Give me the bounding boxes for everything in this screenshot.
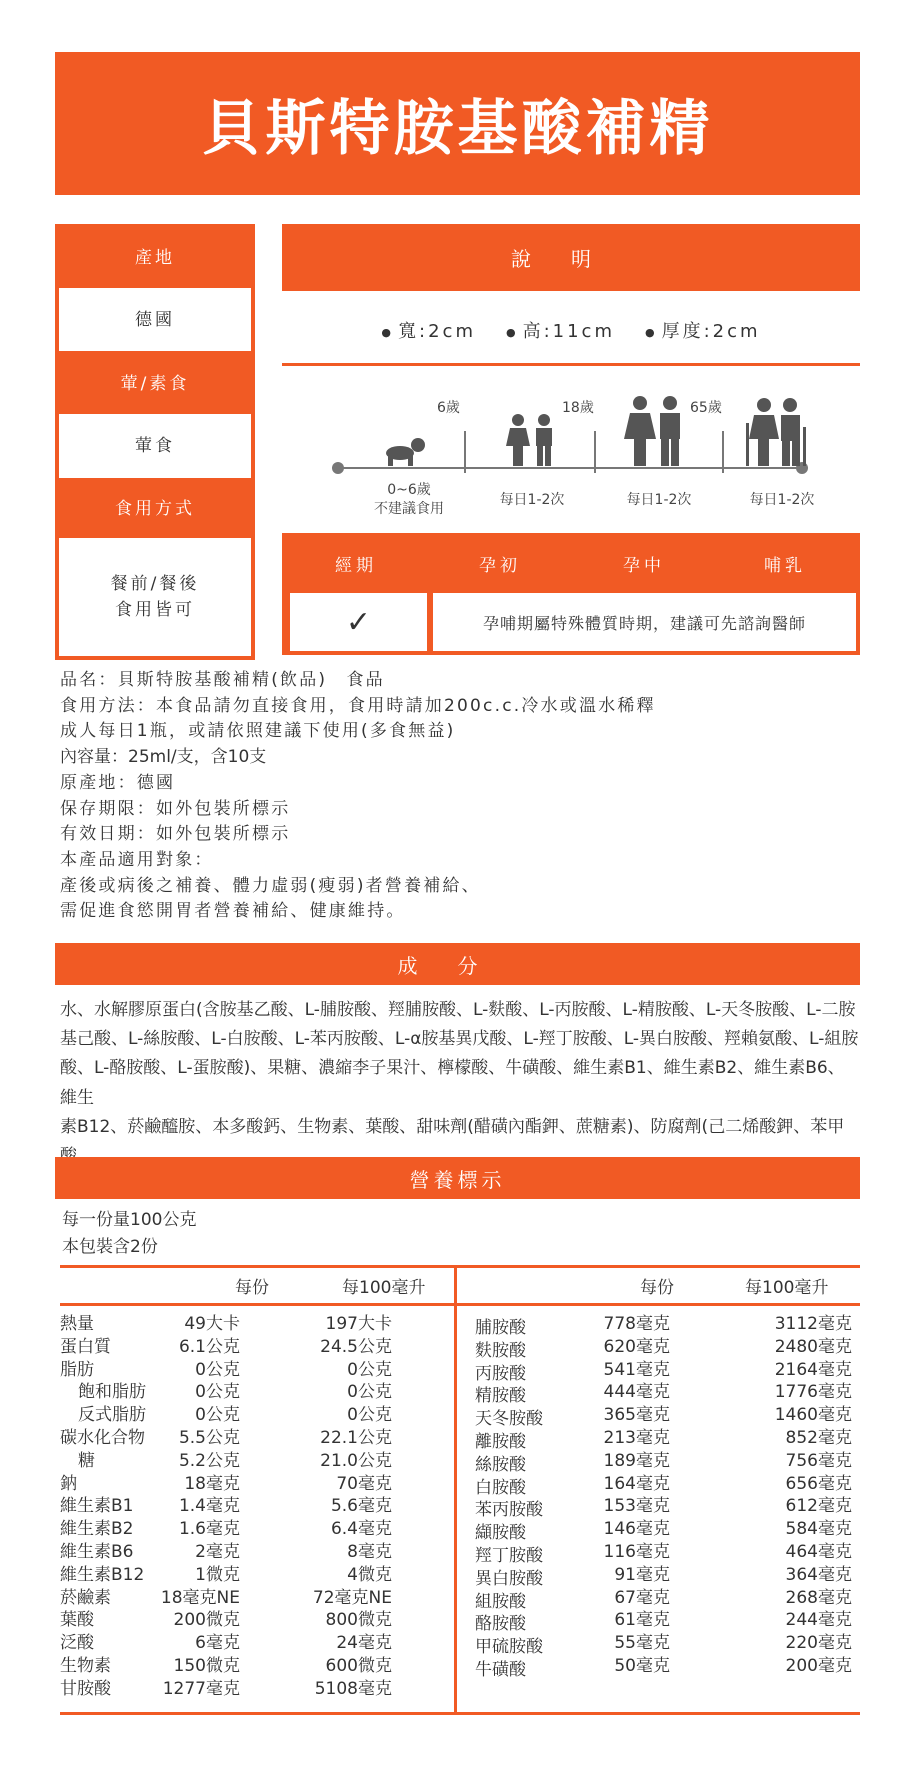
baby-crawling-icon xyxy=(374,437,434,467)
serving-info xyxy=(62,1207,196,1261)
product-attributes-panel xyxy=(55,224,255,660)
thickness-item xyxy=(645,317,761,343)
nutrient-per-100: 0公克 xyxy=(347,1359,392,1380)
col-per-100-right: 每100毫升 xyxy=(745,1278,829,1298)
amino-acid-name: 酪胺酸 xyxy=(475,1614,526,1635)
table-top-rule xyxy=(60,1265,860,1268)
page-title: 貝斯特胺基酸補精 xyxy=(55,52,860,195)
amino-acid-name: 甲硫胺酸 xyxy=(475,1637,543,1658)
group-label-0-6 xyxy=(354,481,464,519)
nutrient-per-serving: 0公克 xyxy=(195,1359,240,1380)
amino-acid-per-serving: 153毫克 xyxy=(603,1496,670,1517)
nutrient-per-serving: 6.1公克 xyxy=(178,1336,240,1357)
nutrient-per-100: 22.1公克 xyxy=(320,1428,392,1448)
servings-per-pack: 本包裝含2份 xyxy=(62,1237,158,1257)
ingredients-line: 酸、L-酪胺酸、L-蛋胺酸)、果糖、濃縮李子果汁、檸檬酸、牛磺酸、維生素B1、維生素B2、維生素B6、維生 xyxy=(60,1058,845,1108)
info-line: 品名：貝斯特胺基酸補精(飲品) 食品 xyxy=(60,670,385,690)
amino-acid-name: 牛磺酸 xyxy=(475,1660,526,1680)
amino-acid-per-100: 3112毫克 xyxy=(774,1314,852,1334)
pregnancy-stage-table xyxy=(282,533,860,655)
table-header-rule xyxy=(60,1303,860,1306)
amino-acid-per-100: 244毫克 xyxy=(785,1610,852,1631)
amino-acid-name: 纈胺酸 xyxy=(475,1523,526,1544)
info-line: 需促進食慾開胃者營養補給、健康維持。 xyxy=(60,901,406,922)
info-line: 原產地：德國 xyxy=(60,772,176,793)
nutrient-per-100: 4微克 xyxy=(347,1564,392,1585)
amino-acid-per-serving: 189毫克 xyxy=(603,1450,670,1471)
nutrient-per-100: 800微克 xyxy=(325,1610,392,1631)
amino-acid-per-100: 656毫克 xyxy=(785,1473,852,1494)
amino-acid-per-100: 612毫克 xyxy=(785,1496,852,1517)
nutrient-name: 甘胺酸 xyxy=(60,1678,111,1699)
amino-acid-per-100: 1460毫克 xyxy=(774,1405,852,1426)
check-mark-icon: ✓ xyxy=(290,593,427,651)
info-line: 內容量：25ml/支，含10支 xyxy=(60,747,267,768)
nutrient-per-100: 21.0公克 xyxy=(320,1450,392,1471)
amino-acid-per-serving: 55毫克 xyxy=(614,1633,670,1654)
amino-acid-per-serving: 164毫克 xyxy=(603,1473,670,1494)
nutrient-per-serving: 5.5公克 xyxy=(178,1428,240,1448)
amino-acid-per-serving: 620毫克 xyxy=(603,1336,670,1357)
nutrient-per-serving: 49大卡 xyxy=(184,1314,240,1334)
nutrient-per-serving: 18毫克NE xyxy=(160,1587,240,1608)
nutrient-per-100: 72毫克NE xyxy=(312,1587,392,1608)
bullet-icon: ● xyxy=(381,325,395,339)
stage-early-pregnancy: 孕初 xyxy=(479,555,521,576)
amino-acid-per-serving: 778毫克 xyxy=(603,1314,670,1334)
nutrient-name: 維生素B12 xyxy=(60,1564,145,1585)
nutrient-name: 碳水化合物 xyxy=(60,1428,145,1448)
amino-acid-name: 組胺酸 xyxy=(475,1591,526,1612)
amino-acid-per-100: 2164毫克 xyxy=(774,1359,852,1380)
nutrient-per-100: 600微克 xyxy=(325,1656,392,1676)
nutrient-name: 菸鹼素 xyxy=(60,1587,111,1608)
nutrient-name: 蛋白質 xyxy=(60,1336,111,1357)
nutrient-name: 維生素B2 xyxy=(60,1519,134,1540)
nutrient-per-serving: 18毫克 xyxy=(184,1473,240,1494)
col-per-100-left: 每100毫升 xyxy=(342,1278,426,1298)
nutrient-name: 脂肪 xyxy=(60,1359,94,1380)
table-bottom-rule xyxy=(60,1712,860,1715)
amino-acid-name: 麩胺酸 xyxy=(475,1340,526,1361)
nutrient-name: 維生素B6 xyxy=(60,1542,134,1562)
origin-value: 德國 xyxy=(59,288,251,351)
usage-label: 食用方式 xyxy=(115,498,195,519)
stage-mid-pregnancy: 孕中 xyxy=(623,555,665,576)
amino-acid-per-100: 364毫克 xyxy=(785,1564,852,1585)
nutrient-per-serving: 0公克 xyxy=(195,1405,240,1426)
age-label-65: 65歲 xyxy=(690,400,722,416)
amino-acid-per-serving: 541毫克 xyxy=(603,1359,670,1380)
width-item xyxy=(381,317,476,343)
info-line: 產後或病後之補養、體力虛弱(瘦弱)者營養補給、 xyxy=(60,875,481,896)
nutrient-name: 反式脂肪 xyxy=(78,1405,146,1426)
group-label-18-65: 每日1-2次 xyxy=(626,492,692,508)
amino-acid-per-100: 200毫克 xyxy=(785,1656,852,1676)
nutrient-per-100: 5108毫克 xyxy=(314,1678,392,1699)
amino-acid-per-100: 1776毫克 xyxy=(774,1382,852,1403)
nutrient-per-100: 70毫克 xyxy=(336,1473,392,1494)
width-text: 寬:2cm xyxy=(398,321,476,342)
group-label-0-6-line1: 0~6歲 xyxy=(387,482,431,498)
ingredients-header: 成分 xyxy=(55,943,860,985)
height-item xyxy=(506,317,615,343)
group-label-0-6-line2: 不建議食用 xyxy=(374,501,444,517)
tick-65 xyxy=(722,431,724,473)
nutrient-name: 熱量 xyxy=(60,1314,94,1334)
nutrient-per-serving: 150微克 xyxy=(173,1656,240,1676)
bullet-icon: ● xyxy=(505,325,519,339)
info-line: 食用方法：本食品請勿直接食用，食用時請加200c.c.冷水或溫水稀釋 xyxy=(60,695,656,716)
nutrient-per-serving: 0公克 xyxy=(195,1382,240,1403)
timeline-start-dot xyxy=(332,462,344,474)
age-timeline xyxy=(282,395,860,535)
height-text: 高:11cm xyxy=(522,321,615,342)
amino-acid-per-serving: 146毫克 xyxy=(603,1519,670,1540)
amino-acid-name: 異白胺酸 xyxy=(475,1568,543,1589)
usage-value xyxy=(59,538,251,656)
ingredients-line: 水、水解膠原蛋白(含胺基乙酸、L-脯胺酸、羥脯胺酸、L-麩酸、L-丙胺酸、L-精胺酸、L-天冬胺酸、L-二胺 xyxy=(60,1000,856,1020)
group-label-6-18: 每日1-2次 xyxy=(499,492,565,508)
age-label-18: 18歲 xyxy=(562,400,594,416)
timeline-axis xyxy=(337,467,802,469)
stage-menstruation: 經期 xyxy=(335,555,377,576)
amino-acid-name: 天冬胺酸 xyxy=(475,1409,543,1430)
nutrient-name: 生物素 xyxy=(60,1656,111,1676)
info-line: 本產品適用對象： xyxy=(60,849,214,870)
amino-acid-per-100: 464毫克 xyxy=(785,1542,852,1562)
dimensions-row xyxy=(282,305,860,355)
age-label-6: 6歲 xyxy=(437,400,460,416)
ingredients-line: 素B12、菸鹼醯胺、本多酸鈣、生物素、葉酸、甜味劑(醋磺內酯鉀、蔗糖素)、防腐劑(己二烯酸鉀、苯甲 xyxy=(60,1116,845,1137)
nutrient-name: 泛酸 xyxy=(60,1633,94,1654)
bullet-icon: ● xyxy=(645,325,658,339)
pregnancy-note: 孕哺期屬特殊體質時期，建議可先諮詢醫師 xyxy=(433,593,856,651)
amino-acid-name: 苯丙胺酸 xyxy=(475,1500,543,1521)
nutrient-per-100: 5.6毫克 xyxy=(330,1496,392,1517)
nutrient-per-serving: 200微克 xyxy=(173,1610,240,1631)
origin-label: 產地 xyxy=(135,248,175,268)
nutrient-per-100: 6.4毫克 xyxy=(330,1519,392,1540)
ingredients-line: 基己酸、L-絲胺酸、L-白胺酸、L-苯丙胺酸、L-α胺基異戊酸、L-羥丁胺酸、L-異白胺酸、羥賴氨酸、L-組胺 xyxy=(60,1029,859,1050)
nutrient-per-serving: 5.2公克 xyxy=(178,1450,240,1471)
divider xyxy=(282,363,860,366)
amino-acid-per-serving: 365毫克 xyxy=(603,1405,670,1426)
amino-acid-per-100: 2480毫克 xyxy=(774,1336,852,1357)
description-header: 說明 xyxy=(282,224,860,291)
nutrient-per-100: 197大卡 xyxy=(325,1314,392,1334)
nutrient-per-100: 8毫克 xyxy=(347,1542,392,1562)
tick-6 xyxy=(464,431,466,473)
amino-acid-per-100: 268毫克 xyxy=(785,1587,852,1608)
nutrient-name: 葉酸 xyxy=(60,1610,94,1631)
amino-acid-per-100: 584毫克 xyxy=(785,1519,852,1540)
nutrient-per-serving: 1.4毫克 xyxy=(178,1496,240,1517)
col-per-serving-right: 每份 xyxy=(640,1278,674,1298)
amino-acid-per-100: 220毫克 xyxy=(785,1633,852,1654)
usage-value-line2: 食用皆可 xyxy=(115,600,195,620)
nutrient-name: 鈉 xyxy=(60,1473,77,1494)
nutrient-per-serving: 6毫克 xyxy=(195,1633,240,1654)
amino-acid-per-serving: 91毫克 xyxy=(614,1564,670,1585)
diet-label: 葷/素食 xyxy=(120,374,190,394)
amino-acid-per-serving: 116毫克 xyxy=(603,1542,670,1562)
amino-acid-per-serving: 50毫克 xyxy=(614,1656,670,1676)
info-line: 成人每日1瓶，或請依照建議下使用(多食無益) xyxy=(60,721,456,742)
amino-acid-name: 白胺酸 xyxy=(475,1477,526,1498)
amino-acid-per-100: 852毫克 xyxy=(785,1428,852,1448)
thickness-text: 厚度:2cm xyxy=(661,321,761,342)
nutrient-name: 維生素B1 xyxy=(60,1496,134,1517)
nutrient-per-100: 0公克 xyxy=(347,1405,392,1426)
amino-acid-per-serving: 67毫克 xyxy=(614,1587,670,1608)
product-info xyxy=(60,668,860,925)
amino-acid-name: 絲胺酸 xyxy=(475,1454,526,1475)
nutrient-per-100: 24毫克 xyxy=(336,1633,392,1654)
nutrient-per-serving: 1微克 xyxy=(195,1564,240,1585)
stage-breastfeeding: 哺乳 xyxy=(764,555,806,576)
nutrient-per-serving: 1277毫克 xyxy=(162,1678,240,1699)
group-label-65plus: 每日1-2次 xyxy=(749,492,815,508)
nutrient-per-serving: 1.6毫克 xyxy=(178,1519,240,1540)
nutrition-header: 營養標示 xyxy=(55,1157,860,1199)
nutrient-name: 飽和脂肪 xyxy=(78,1382,146,1403)
nutrition-table xyxy=(60,1265,860,1715)
elderly-icon xyxy=(742,397,808,467)
amino-acid-per-100: 756毫克 xyxy=(785,1450,852,1471)
amino-acid-name: 丙胺酸 xyxy=(475,1363,526,1384)
info-line: 有效日期：如外包裝所標示 xyxy=(60,824,291,845)
adults-icon xyxy=(622,395,688,467)
amino-acid-name: 精胺酸 xyxy=(475,1386,526,1407)
amino-acid-per-serving: 61毫克 xyxy=(614,1610,670,1631)
amino-acid-name: 脯胺酸 xyxy=(475,1318,526,1338)
nutrient-per-100: 24.5公克 xyxy=(320,1336,392,1357)
amino-acid-name: 羥丁胺酸 xyxy=(475,1546,543,1566)
nutrient-name: 糖 xyxy=(78,1450,95,1471)
amino-acid-per-serving: 444毫克 xyxy=(603,1382,670,1403)
table-column-divider xyxy=(454,1265,457,1715)
amino-acid-name: 離胺酸 xyxy=(475,1432,526,1452)
serving-size: 每一份量100公克 xyxy=(62,1210,197,1230)
children-icon xyxy=(500,413,562,467)
amino-acid-per-serving: 213毫克 xyxy=(603,1428,670,1448)
diet-value: 葷食 xyxy=(59,414,251,478)
info-line: 保存期限：如外包裝所標示 xyxy=(60,798,291,819)
tick-18 xyxy=(594,431,596,473)
usage-value-line1: 餐前/餐後 xyxy=(110,574,200,594)
nutrient-per-serving: 2毫克 xyxy=(195,1542,240,1562)
nutrient-per-100: 0公克 xyxy=(347,1382,392,1403)
col-per-serving-left: 每份 xyxy=(235,1278,269,1298)
